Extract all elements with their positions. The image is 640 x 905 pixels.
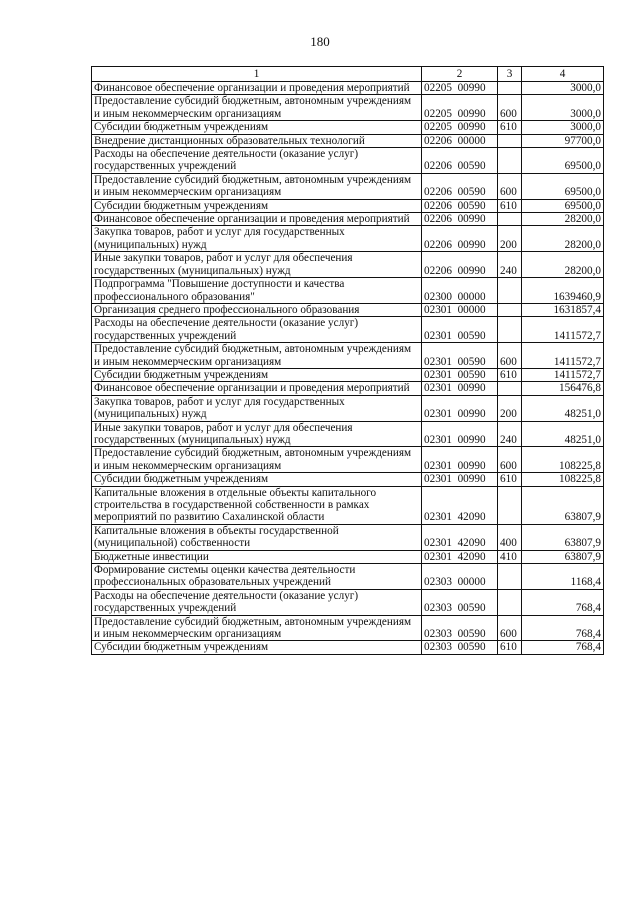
cell-amount: 3000,0 [522, 82, 604, 95]
table-row [92, 421, 604, 447]
cell-type [498, 148, 522, 174]
cell-type: 600 [498, 447, 522, 473]
cell-amount: 108225,8 [522, 447, 604, 473]
table-row [92, 148, 604, 174]
cell-amount: 28200,0 [522, 226, 604, 252]
table-row [92, 368, 604, 381]
cell-name: Организация среднего профессионального образования [92, 303, 422, 316]
cell-code: 02301 42090 [422, 524, 498, 550]
table-row [92, 395, 604, 421]
cell-amount: 768,4 [522, 589, 604, 615]
cell-code: 02303 00590 [422, 641, 498, 654]
table-row [92, 82, 604, 95]
cell-code: 02301 42090 [422, 486, 498, 524]
cell-type [498, 317, 522, 343]
table-row [92, 473, 604, 486]
cell-type [498, 134, 522, 147]
table-row [92, 252, 604, 278]
cell-code: 02301 00000 [422, 303, 498, 316]
cell-code: 02206 00000 [422, 134, 498, 147]
cell-amount: 1168,4 [522, 564, 604, 590]
cell-amount: 97700,0 [522, 134, 604, 147]
cell-name: Финансовое обеспечение организации и проведения мероприятий [92, 382, 422, 395]
cell-type: 200 [498, 395, 522, 421]
cell-type [498, 589, 522, 615]
cell-amount: 63807,9 [522, 550, 604, 563]
cell-amount: 69500,0 [522, 148, 604, 174]
cell-code: 02301 00590 [422, 343, 498, 369]
cell-type: 240 [498, 421, 522, 447]
cell-type [498, 213, 522, 226]
table-row [92, 134, 604, 147]
cell-name: Субсидии бюджетным учреждениям [92, 199, 422, 212]
cell-name: Предоставление субсидий бюджетным, автономным учреждениям и иным некоммерческим организациям [92, 173, 422, 199]
cell-type [498, 82, 522, 95]
budget-table [91, 66, 604, 655]
cell-type: 610 [498, 368, 522, 381]
cell-name: Иные закупки товаров, работ и услуг для обеспечения государственных (муниципальных) нужд [92, 421, 422, 447]
table-row [92, 564, 604, 590]
cell-amount: 156476,8 [522, 382, 604, 395]
cell-type: 400 [498, 524, 522, 550]
cell-name: Закупка товаров, работ и услуг для государственных (муниципальных) нужд [92, 395, 422, 421]
table-row [92, 199, 604, 212]
cell-name: Капитальные вложения в отдельные объекты капитального строительства в государственной собственности в рамках мероприятий по развитию Сахалинской области [92, 486, 422, 524]
cell-amount: 48251,0 [522, 421, 604, 447]
table-row [92, 317, 604, 343]
cell-type: 610 [498, 641, 522, 654]
cell-type: 200 [498, 226, 522, 252]
cell-name: Формирование системы оценки качества деятельности профессиональных образовательных учреждений [92, 564, 422, 590]
cell-code: 02206 00990 [422, 213, 498, 226]
cell-type [498, 303, 522, 316]
cell-amount: 48251,0 [522, 395, 604, 421]
cell-name: Предоставление субсидий бюджетным, автономным учреждениям и иным некоммерческим организациям [92, 447, 422, 473]
cell-amount: 63807,9 [522, 486, 604, 524]
cell-name: Субсидии бюджетным учреждениям [92, 121, 422, 134]
cell-code: 02206 00990 [422, 226, 498, 252]
cell-name: Внедрение дистанционных образовательных технологий [92, 134, 422, 147]
cell-code: 02206 00590 [422, 199, 498, 212]
cell-name: Подпрограмма "Повышение доступности и качества профессионального образования" [92, 278, 422, 304]
cell-code: 02206 00590 [422, 173, 498, 199]
cell-type: 600 [498, 173, 522, 199]
column-header-code: 2 [422, 67, 498, 82]
cell-amount: 1639460,9 [522, 278, 604, 304]
cell-type: 600 [498, 343, 522, 369]
cell-amount: 69500,0 [522, 199, 604, 212]
cell-name: Расходы на обеспечение деятельности (оказание услуг) государственных учреждений [92, 589, 422, 615]
cell-code: 02303 00000 [422, 564, 498, 590]
table-row [92, 213, 604, 226]
table-row [92, 278, 604, 304]
cell-type: 410 [498, 550, 522, 563]
cell-code: 02206 00590 [422, 148, 498, 174]
cell-amount: 108225,8 [522, 473, 604, 486]
cell-amount: 768,4 [522, 615, 604, 641]
table-row [92, 382, 604, 395]
cell-amount: 3000,0 [522, 121, 604, 134]
cell-type [498, 486, 522, 524]
table-row [92, 303, 604, 316]
cell-code: 02301 00990 [422, 395, 498, 421]
cell-code: 02300 00000 [422, 278, 498, 304]
cell-type: 610 [498, 121, 522, 134]
table-row [92, 447, 604, 473]
cell-code: 02205 00990 [422, 82, 498, 95]
cell-code: 02301 00990 [422, 382, 498, 395]
cell-name: Предоставление субсидий бюджетным, автономным учреждениям и иным некоммерческим организациям [92, 615, 422, 641]
cell-code: 02301 00590 [422, 317, 498, 343]
table-row [92, 524, 604, 550]
cell-code: 02301 42090 [422, 550, 498, 563]
cell-type: 240 [498, 252, 522, 278]
cell-name: Предоставление субсидий бюджетным, автономным учреждениям и иным некоммерческим организациям [92, 95, 422, 121]
cell-amount: 1411572,7 [522, 343, 604, 369]
table-row [92, 343, 604, 369]
table-row [92, 589, 604, 615]
cell-type [498, 278, 522, 304]
cell-name: Субсидии бюджетным учреждениям [92, 473, 422, 486]
cell-code: 02301 00990 [422, 421, 498, 447]
cell-amount: 768,4 [522, 641, 604, 654]
cell-amount: 1411572,7 [522, 317, 604, 343]
cell-type [498, 564, 522, 590]
cell-name: Предоставление субсидий бюджетным, автономным учреждениям и иным некоммерческим организациям [92, 343, 422, 369]
cell-amount: 63807,9 [522, 524, 604, 550]
column-header-name: 1 [92, 67, 422, 82]
cell-type: 610 [498, 199, 522, 212]
cell-code: 02303 00590 [422, 589, 498, 615]
table-row [92, 486, 604, 524]
cell-amount: 28200,0 [522, 252, 604, 278]
table-header-row [92, 67, 604, 82]
cell-amount: 1631857,4 [522, 303, 604, 316]
cell-name: Финансовое обеспечение организации и проведения мероприятий [92, 213, 422, 226]
cell-name: Субсидии бюджетным учреждениям [92, 368, 422, 381]
column-header-type: 3 [498, 67, 522, 82]
cell-code: 02303 00590 [422, 615, 498, 641]
cell-name: Капитальные вложения в объекты государственной (муниципальной) собственности [92, 524, 422, 550]
cell-amount: 28200,0 [522, 213, 604, 226]
table-row [92, 641, 604, 654]
cell-name: Иные закупки товаров, работ и услуг для обеспечения государственных (муниципальных) нужд [92, 252, 422, 278]
page-number: 180 [310, 34, 330, 49]
cell-amount: 69500,0 [522, 173, 604, 199]
cell-name: Бюджетные инвестиции [92, 550, 422, 563]
table-row [92, 226, 604, 252]
table-row [92, 615, 604, 641]
table-row [92, 550, 604, 563]
cell-type: 600 [498, 615, 522, 641]
cell-code: 02301 00990 [422, 473, 498, 486]
cell-name: Закупка товаров, работ и услуг для государственных (муниципальных) нужд [92, 226, 422, 252]
cell-type: 610 [498, 473, 522, 486]
cell-name: Расходы на обеспечение деятельности (оказание услуг) государственных учреждений [92, 148, 422, 174]
cell-name: Финансовое обеспечение организации и проведения мероприятий [92, 82, 422, 95]
cell-code: 02301 00990 [422, 447, 498, 473]
cell-code: 02205 00990 [422, 95, 498, 121]
table-body [92, 82, 604, 655]
cell-amount: 3000,0 [522, 95, 604, 121]
column-header-amount: 4 [522, 67, 604, 82]
cell-name: Расходы на обеспечение деятельности (оказание услуг) государственных учреждений [92, 317, 422, 343]
table-row [92, 121, 604, 134]
table-row [92, 95, 604, 121]
cell-type [498, 382, 522, 395]
cell-code: 02301 00590 [422, 368, 498, 381]
cell-code: 02206 00990 [422, 252, 498, 278]
cell-amount: 1411572,7 [522, 368, 604, 381]
cell-type: 600 [498, 95, 522, 121]
cell-name: Субсидии бюджетным учреждениям [92, 641, 422, 654]
table-row [92, 173, 604, 199]
cell-code: 02205 00990 [422, 121, 498, 134]
